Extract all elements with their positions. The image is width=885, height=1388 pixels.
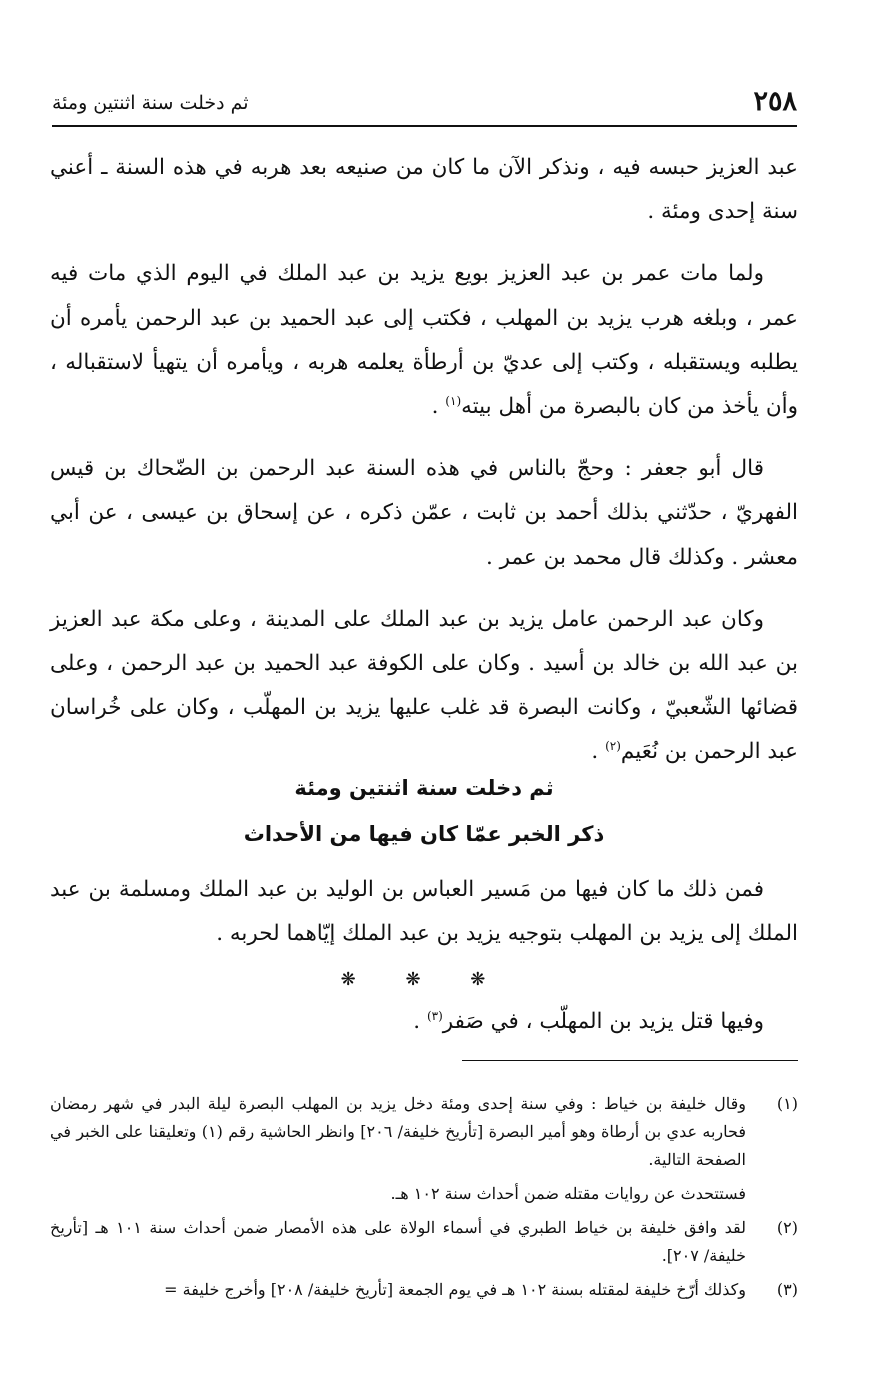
paragraph-4: وكان عبد الرحمن عامل يزيد بن عبد الملك على المدينة ، وعلى مكة عبد العزيز بن عبد الله بن خالد بن أسيد . وكان على الكوفة عبد الحميد بن عبد الرحمن ، وعلى قضائها الشّعبيّ ، وكانت البصرة قد غلب عليها يزيد بن المهلّب ، وكان على خُراسان عبد الرحمن بن نُعَيم$^{(٢)}$ . <box>50 606 798 765</box>
page-header <box>52 84 797 124</box>
paragraph-1: عبد العزيز حبسه فيه ، ونذكر الآن ما كان من صنيعه بعد هربه في هذه السنة ـ أعني سنة إحدى ومئة . <box>50 155 798 225</box>
main-text <box>50 146 798 793</box>
header-rule <box>52 125 797 127</box>
footnote-1-continuation: فستتحدث عن روايات مقتله ضمن أحداث سنة ١٠٢ هـ. <box>390 1184 746 1203</box>
section-paragraph: فمن ذلك ما كان فيها من مَسير العباس بن الوليد بن عبد الملك ومسلمة بن عبد الملك إلى يزيد بن المهلب بتوجيه يزيد بن عبد الملك إيّاهما لحربه . <box>50 877 798 947</box>
section-heading: ذكر الخبر عمّا كان فيها من الأحداث <box>243 822 605 846</box>
footnote-number: (١) <box>776 1094 798 1113</box>
page-number: ٢٥٨ <box>753 86 797 117</box>
paragraph-2: ولما مات عمر بن عبد العزيز بويع يزيد بن عبد الملك في اليوم الذي مات فيه عمر ، وبلغه هرب يزيد بن المهلب ، فكتب إلى عبد الحميد بن عبد الرحمن يأمره أن يطلبه ويستقبله ، وكتب إلى عديّ بن أرطأة يعلمه هربه ، ويأمره أن يتهيأ لاستقباله ، وأن يأخذ من كان بالبصرة من أهل بيته$^{(١)}$ . <box>50 261 798 420</box>
footnote-ref-3[interactable]: (٣) <box>426 1009 443 1024</box>
footnotes <box>50 1090 798 1310</box>
footnote-number: (٣) <box>776 1280 798 1299</box>
section-headings <box>50 765 798 857</box>
running-title: ثم دخلت سنة اثنتين ومئة <box>52 92 249 114</box>
footnote-text: لقد وافق خليفة بن خياط الطبري في أسماء الولاة على هذه الأمصار ضمن أحداث سنة ١٠١ هـ [تأريخ خليفة/ ٢٠٧]. <box>50 1218 747 1265</box>
year-heading: ثم دخلت سنة اثنتين ومئة <box>294 776 554 800</box>
footnote-3 <box>50 1276 798 1304</box>
footnote-ref-1[interactable]: (١) <box>445 393 462 408</box>
paragraph-3: قال أبو جعفر : وحجّ بالناس في هذه السنة عبد الرحمن بن الضّحاك بن قيس الفهريّ ، حدّثني بذلك أحمد بن ثابت ، عمّن ذكره ، عن إسحاق بن عيسى ، عن أبي معشر . وكذلك قال محمد بن عمر . <box>50 456 798 570</box>
footnote-rule <box>462 1060 798 1061</box>
last-paragraph: وفيها قتل يزيد بن المهلّب ، في صَفر$^{(٣)}$ . <box>413 1009 764 1035</box>
footnote-text: وكذلك أرّخ خليفة لمقتله بسنة ١٠٢ هـ في يوم الجمعة [تأريخ خليفة/ ٢٠٨] وأخرج خليفة = <box>164 1280 746 1299</box>
footnote-ref-2[interactable]: (٢) <box>605 739 621 754</box>
footnote-number: (٢) <box>776 1218 798 1237</box>
separator-stars: ❋ ❋ ❋ <box>340 969 508 991</box>
section-text <box>50 868 798 1044</box>
footnote-1 <box>50 1090 798 1174</box>
footnote-text: وقال خليفة بن خياط : وفي سنة إحدى ومئة دخل يزيد بن المهلب البصرة ليلة البدر في شهر رمضان فحاربه عدي بن أرطاة وهو أمير البصرة [تأريخ خليفة/ ٢٠٦] وانظر الحاشية رقم (١) وتعليقنا على الخبر في الصفحة التالية. <box>50 1094 747 1169</box>
footnote-2 <box>50 1214 798 1270</box>
